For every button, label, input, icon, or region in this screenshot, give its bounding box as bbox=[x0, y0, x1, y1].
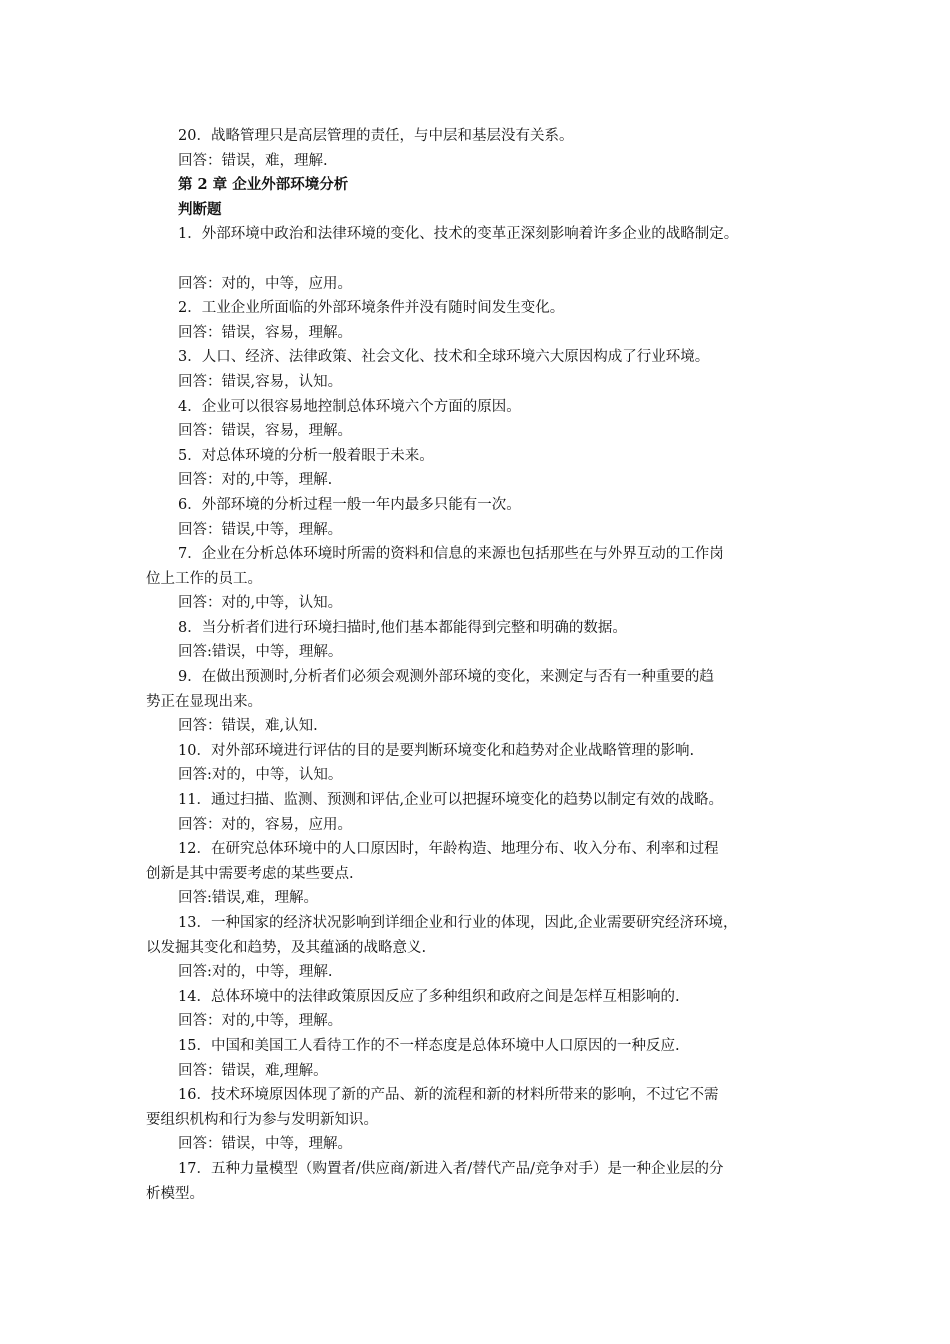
answer-5: 回答：对的,中等，理解. bbox=[178, 472, 333, 489]
answer-9: 回答：错误，难,认知. bbox=[178, 718, 318, 735]
question-7: 7．企业在分析总体环境时所需的资料和信息的来源也包括那些在与外界互动的工作岗 bbox=[178, 546, 724, 563]
question-9: 9．在做出预测时,分析者们必须会观测外部环境的变化，来测定与否有一种重要的趋 bbox=[178, 669, 714, 686]
section-heading: 判断题 bbox=[178, 200, 222, 218]
question-20: 20．战略管理只是高层管理的责任，与中层和基层没有关系。 bbox=[178, 128, 574, 144]
answer-8: 回答:错误，中等，理解。 bbox=[178, 644, 343, 661]
answer-2: 回答：错误，容易，理解。 bbox=[178, 324, 352, 341]
answer-16: 回答：错误，中等，理解。 bbox=[178, 1136, 352, 1153]
chapter-heading: 第 2 章 企业外部环境分析 bbox=[178, 176, 349, 194]
question-16: 16．技术环境原因体现了新的产品、新的流程和新的材料所带来的影响，不过它不需 bbox=[178, 1087, 719, 1104]
question-16-continued: 要组织机构和行为参与发明新知识。 bbox=[146, 1111, 378, 1128]
question-3: 3．人口、经济、法律政策、社会文化、技术和全球环境六大原因构成了行业环境。 bbox=[178, 349, 710, 366]
question-8: 8．当分析者们进行环境扫描时,他们基本都能得到完整和明确的数据。 bbox=[178, 619, 627, 636]
answer-6: 回答：错误,中等，理解。 bbox=[178, 521, 343, 538]
question-5: 5．对总体环境的分析一般着眼于未来。 bbox=[178, 447, 434, 464]
document-body bbox=[146, 124, 826, 1206]
answer-1: 回答：对的，中等，应用。 bbox=[178, 275, 352, 292]
question-4: 4．企业可以很容易地控制总体环境六个方面的原因。 bbox=[178, 398, 521, 415]
question-13-continued: 以发掘其变化和趋势，及其蕴涵的战略意义. bbox=[146, 939, 427, 956]
question-6: 6．外部环境的分析过程一般一年内最多只能有一次。 bbox=[178, 496, 521, 513]
question-1: 1．外部环境中政治和法律环境的变化、技术的变革正深刻影响着许多企业的战略制定。 bbox=[178, 226, 739, 243]
answer-14: 回答：对的,中等，理解。 bbox=[178, 1013, 343, 1030]
question-11: 11．通过扫描、监测、预测和评估,企业可以把握环境变化的趋势以制定有效的战略。 bbox=[178, 792, 724, 809]
question-14: 14．总体环境中的法律政策原因反应了多种组织和政府之间是怎样互相影响的. bbox=[178, 988, 680, 1005]
question-12: 12．在研究总体环境中的人口原因时，年龄构造、地理分布、收入分布、利率和过程 bbox=[178, 841, 719, 858]
answer-4: 回答：错误，容易，理解。 bbox=[178, 423, 352, 440]
question-17: 17．五种力量模型（购置者/供应商/新进入者/替代产品/竞争对手）是一种企业层的分 bbox=[178, 1160, 724, 1177]
answer-10: 回答:对的，中等，认知。 bbox=[178, 767, 343, 784]
blank-line bbox=[146, 247, 826, 272]
question-17-continued: 析模型。 bbox=[146, 1185, 204, 1202]
answer-11: 回答：对的，容易，应用。 bbox=[178, 816, 352, 833]
answer-12: 回答:错误,难，理解。 bbox=[178, 890, 318, 907]
question-9-continued: 势正在显现出来。 bbox=[146, 693, 262, 710]
answer-3: 回答：错误,容易，认知。 bbox=[178, 373, 343, 390]
answer-7: 回答：对的,中等，认知。 bbox=[178, 595, 343, 612]
question-13: 13．一种国家的经济状况影响到详细企业和行业的体现，因此,企业需要研究经济环境， bbox=[178, 915, 738, 931]
answer-20: 回答：错误，难，理解. bbox=[178, 152, 328, 169]
question-15: 15．中国和美国工人看待工作的不一样态度是总体环境中人口原因的一种反应. bbox=[178, 1037, 680, 1054]
answer-15: 回答：错误，难,理解。 bbox=[178, 1062, 328, 1079]
answer-13: 回答:对的，中等，理解. bbox=[178, 964, 333, 981]
question-7-continued: 位上工作的员工。 bbox=[146, 570, 262, 587]
question-12-continued: 创新是其中需要考虑的某些要点. bbox=[146, 865, 354, 882]
question-2: 2．工业企业所面临的外部环境条件并没有随时间发生变化。 bbox=[178, 300, 565, 317]
question-10: 10．对外部环境进行评估的目的是要判断环境变化和趋势对企业战略管理的影响. bbox=[178, 742, 695, 759]
